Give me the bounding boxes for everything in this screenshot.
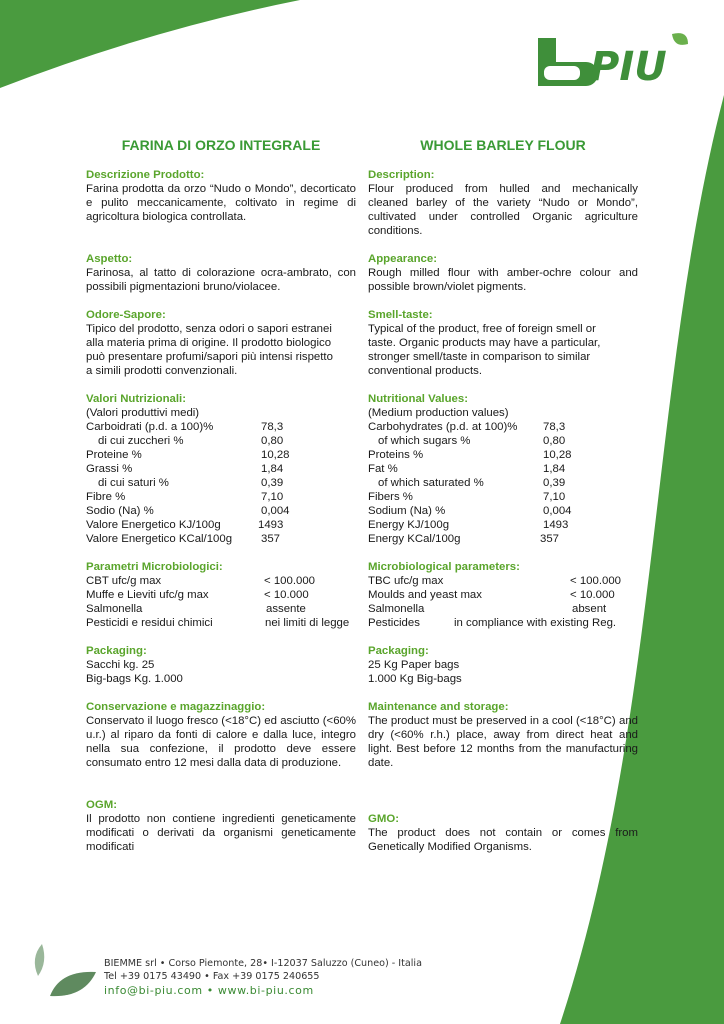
row-value: 0,80 [543, 435, 566, 447]
table-row [86, 616, 356, 630]
table-row [368, 420, 638, 434]
en-smell-line: Typical of the product, free of foreign smell or [368, 323, 596, 335]
row-label: Sodium (Na) % [368, 505, 446, 517]
italian-column [86, 136, 356, 854]
table-row [368, 588, 638, 602]
row-label: Fibers % [368, 491, 413, 503]
it-gmo-text: Il prodotto non contiene ingredienti geneticamente modificati o derivati da organismi geneticamente modificati [86, 813, 356, 853]
row-value: 7,10 [261, 491, 284, 503]
en-storage-text: The product must be preserved in a cool (<18°C) and dry (<60% r.h.) place, away from direct heat and light. Best before 12 months from the manufacturing date. [368, 715, 638, 769]
row-label: Valore Energetico KJ/100g [86, 519, 221, 531]
row-label: Pesticidi e residui chimici [86, 617, 213, 629]
row-value: 0,39 [261, 477, 284, 489]
row-label: CBT ufc/g max [86, 575, 162, 587]
table-row [368, 434, 638, 448]
row-value: 0,004 [543, 505, 572, 517]
en-micro-table [368, 574, 638, 630]
row-label: Salmonella [86, 603, 143, 615]
en-smell-line: taste. Organic products may have a particular, [368, 337, 601, 349]
row-label: Proteins % [368, 449, 424, 461]
table-row [368, 602, 638, 616]
row-value: assente [266, 603, 306, 615]
row-value: 7,10 [543, 491, 566, 503]
it-title: FARINA DI ORZO INTEGRALE [121, 137, 321, 153]
it-packaging-line: Sacchi kg. 25 [86, 659, 155, 671]
it-appearance-text: Farinosa, al tatto di colorazione ocra-ambrato, con possibili pigmentazioni bruno/violacee. [86, 267, 356, 293]
it-micro-heading: Parametri Microbiologici: [86, 561, 223, 573]
en-smell-line: stronger smell/taste in comparison to similar [368, 351, 591, 363]
row-label: Carboidrati (p.d. a 100)% [86, 421, 214, 433]
en-gmo-heading: GMO: [368, 813, 400, 825]
row-value: 1,84 [261, 463, 284, 475]
row-label: di cui zuccheri % [98, 435, 184, 447]
it-storage-heading: Conservazione e magazzinaggio: [86, 701, 266, 713]
en-appearance-heading: Appearance: [368, 253, 438, 265]
footer [104, 957, 422, 999]
row-label: Pesticides [368, 617, 420, 629]
en-smell-heading: Smell-taste: [368, 309, 433, 321]
row-value: nei limiti di legge [265, 617, 350, 629]
en-smell-line: conventional products. [368, 365, 482, 377]
row-label: di cui saturi % [98, 477, 169, 489]
row-value: < 100.000 [570, 575, 621, 587]
table-row [86, 420, 356, 434]
footer-address: BIEMME srl • Corso Piemonte, 28• I-12037 Saluzzo (Cuneo) - Italia [104, 958, 422, 969]
en-storage-heading: Maintenance and storage: [368, 701, 509, 713]
row-label: Fat % [368, 463, 398, 475]
en-packaging-line: 1.000 Kg Big-bags [368, 673, 462, 685]
row-value: < 100.000 [264, 575, 315, 587]
table-row [86, 518, 356, 532]
table-row [368, 476, 638, 490]
it-description-heading: Descrizione Prodotto: [86, 169, 205, 181]
it-smell-line: Tipico del prodotto, senza odori o sapori estranei [86, 323, 332, 335]
footer-contact-link[interactable]: info@bi-piu.com • www.bi-piu.com [104, 984, 314, 997]
svg-text:PIU: PIU [590, 44, 667, 90]
it-packaging-line: Big-bags Kg. 1.000 [86, 673, 183, 685]
en-nutrition-subheading: (Medium production values) [368, 407, 509, 419]
en-packaging-heading: Packaging: [368, 645, 429, 657]
footer-phone: Tel +39 0175 43490 • Fax +39 0175 240655 [104, 971, 320, 982]
row-value: 0,004 [261, 505, 290, 517]
row-value: < 10.000 [264, 589, 309, 601]
table-row [86, 602, 356, 616]
it-nutrition-subheading: (Valori produttivi medi) [86, 407, 200, 419]
leaves-icon [28, 940, 98, 1000]
row-label: Fibre % [86, 491, 126, 503]
it-smell-line: può presentare profumi/sapori più intensi rispetto [86, 351, 333, 363]
it-nutrition-heading: Valori Nutrizionali: [86, 393, 186, 405]
it-appearance-heading: Aspetto: [86, 253, 133, 265]
it-storage-text: Conservato il luogo fresco (<18°C) ed asciutto (<60% u.r.) al riparo da fonti di calore e dalla luce, integro nella sua confezione, il prodotto deve essere consumato entro 12 mesi dalla data di produzione. [86, 715, 356, 769]
en-description-heading: Description: [368, 169, 435, 181]
row-label: Valore Energetico KCal/100g [86, 533, 233, 545]
bpiu-logo [532, 28, 692, 92]
table-row [86, 490, 356, 504]
en-appearance-text: Rough milled flour with amber-ochre colour and possible brown/violet pigments. [368, 267, 638, 293]
row-value: in compliance with existing Reg. [454, 617, 617, 629]
row-label: Proteine % [86, 449, 142, 461]
table-row [368, 448, 638, 462]
en-gmo-text: The product does not contain or comes from Genetically Modified Organisms. [368, 827, 638, 853]
it-packaging-heading: Packaging: [86, 645, 147, 657]
en-packaging-line: 25 Kg Paper bags [368, 659, 460, 671]
table-row [368, 490, 638, 504]
table-row [86, 462, 356, 476]
row-value: 10,28 [261, 449, 290, 461]
table-row [86, 574, 356, 588]
row-value: < 10.000 [570, 589, 615, 601]
row-value: 78,3 [543, 421, 566, 433]
en-nutrition-table [368, 420, 638, 546]
row-label: Grassi % [86, 463, 133, 475]
row-value: 1493 [258, 519, 284, 531]
row-label: of which sugars % [378, 435, 471, 447]
it-gmo-heading: OGM: [86, 799, 118, 811]
row-value: 10,28 [543, 449, 572, 461]
it-smell-heading: Odore-Sapore: [86, 309, 166, 321]
row-label: Energy KCal/100g [368, 533, 461, 545]
row-value: 0,80 [261, 435, 284, 447]
top-left-swoosh [0, 0, 300, 88]
row-label: Carbohydrates (p.d. at 100)% [368, 421, 518, 433]
it-micro-table [86, 574, 356, 630]
row-label: Muffe e Lieviti ufc/g max [86, 589, 209, 601]
row-label: Sodio (Na) % [86, 505, 154, 517]
row-label: Moulds and yeast max [368, 589, 482, 601]
table-row [368, 504, 638, 518]
en-description-text: Flour produced from hulled and mechanically cleaned barley of the variety “Nudo or Mondo”, cultivated under controlled Organic agriculture conditions. [368, 183, 638, 237]
table-row [368, 532, 638, 546]
table-row [86, 532, 356, 546]
it-smell-line: alla materia prima di origine. Il prodotto biologico [86, 337, 332, 349]
row-value: 1,84 [543, 463, 566, 475]
row-label: Energy KJ/100g [368, 519, 450, 531]
table-row [368, 616, 638, 630]
table-row [86, 448, 356, 462]
it-description-text: Farina prodotta da orzo “Nudo o Mondo”, decorticato e pulito meccanicamente, coltivato in regime di agricoltura biologica controllata. [86, 183, 356, 223]
row-label: TBC ufc/g max [368, 575, 444, 587]
table-row [86, 504, 356, 518]
en-micro-heading: Microbiological parameters: [368, 561, 520, 573]
row-label: of which saturated % [378, 477, 484, 489]
row-value: 0,39 [543, 477, 566, 489]
english-column [368, 136, 638, 854]
en-title: WHOLE BARLEY FLOUR [420, 137, 586, 153]
row-value: 1493 [543, 519, 569, 531]
table-row [86, 434, 356, 448]
table-row [86, 476, 356, 490]
it-smell-line: a simili prodotti convenzionali. [86, 365, 238, 377]
row-value: 78,3 [261, 421, 284, 433]
table-row [368, 462, 638, 476]
table-row [368, 518, 638, 532]
row-value: absent [572, 603, 607, 615]
table-row [368, 574, 638, 588]
table-row [86, 588, 356, 602]
it-nutrition-table [86, 420, 356, 546]
row-value: 357 [261, 533, 281, 545]
row-label: Salmonella [368, 603, 425, 615]
en-nutrition-heading: Nutritional Values: [368, 393, 469, 405]
row-value: 357 [540, 533, 560, 545]
